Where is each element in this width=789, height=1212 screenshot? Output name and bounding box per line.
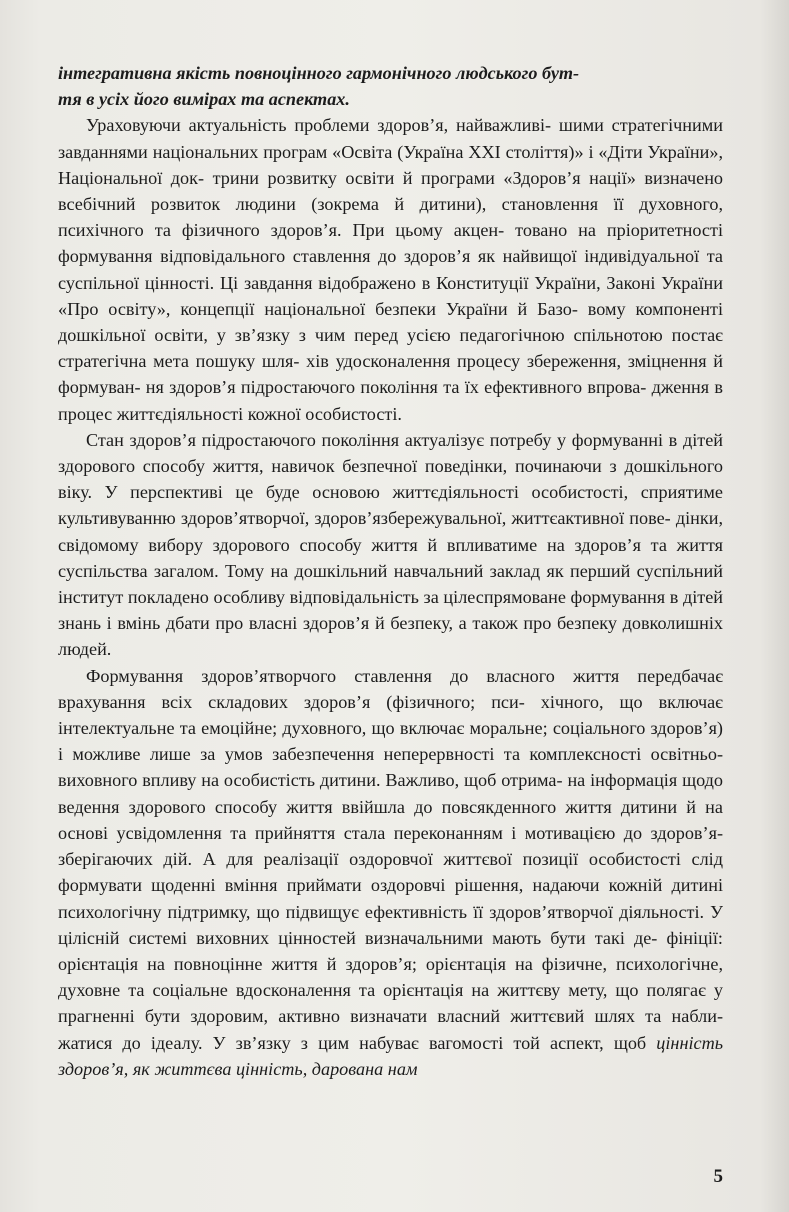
text-line: Ураховуючи актуальність проблеми здоров’я, найважливі- [86, 115, 552, 136]
text-line: хів удосконалення процесу збереження, зміцнення й формуван- [58, 351, 724, 398]
text-line: дження в процес життєдіяльності кожної особистості. [58, 377, 723, 424]
text-line: щоб [613, 1032, 657, 1053]
text-line: особистості слід формувати щоденні вміння приймати оздоровчі [58, 849, 723, 896]
text-line: жатися до ідеалу. У зв’язку з цим набуває вагомості той аспект, [58, 1032, 604, 1053]
text-line: системі виховних цінностей визначальними мають бути такі де- [128, 927, 658, 948]
text-line: зберігаючих дій. А для реалізації оздоровчої життєвої позиції [58, 849, 579, 870]
paragraph-1 [58, 60, 723, 112]
text-line: прийняття стала переконанням і мотивацією до здоров’я- [254, 822, 723, 843]
text-line: на здоров’я та життя суспільства загалом. Тому на дошкільний [58, 534, 723, 581]
text-line: виховного впливу на особистість дитини. Важливо, щоб отрима- [58, 770, 563, 791]
text-line: здоров’ятворчої, здоров’язбережувальної, життєактивної пове- [180, 508, 671, 529]
text-line: духовного, психічного та фізичного здоров’я. При цьому акцен- [58, 194, 723, 241]
text-line: основою життєдіяльності особистості, сприятиме культивуванню [58, 482, 723, 529]
italic-phrase: цінність здоров’я, як життєва цінність, дарована нам [58, 1032, 724, 1079]
text-line: умов забезпечення неперервності та комплексності освітньо- [224, 744, 724, 765]
text-line: «Про освіту», концепції національної безпеки України й Базо- [58, 298, 578, 319]
text-line: хічного, що включає інтелектуальне та емоційне; духовного, що [58, 691, 723, 739]
text-line: підвищує ефективність її здоров’ятворчої діяльності. У цілісній [58, 901, 723, 948]
body-text [58, 60, 723, 1082]
text-line: Стан здоров’я підростаючого покоління актуалізує потребу у [86, 429, 567, 450]
text-line: тя в усіх його вимірах та аспектах. [58, 89, 350, 110]
text-line: (Україна XXI століття)» і «Діти України», Національної док- [58, 141, 723, 188]
text-line: до здоров’я як найвищої індивідуальної та суспільної цінності. [58, 246, 723, 293]
text-line: особливу відповідальність за цілеспрямоване формування в дітей [213, 587, 724, 608]
text-line: формуванні в дітей здорового способу життя, навичок безпечної [58, 429, 724, 477]
text-line: передбачає врахування всіх складових здоров’я (фізичного; пси- [58, 665, 723, 712]
text-line: знань і вмінь дбати про власні здоров’я й безпеку, а також про [58, 613, 552, 634]
text-line: інтегративна якість повноцінного гармонічного людського бут- [58, 63, 580, 83]
text-line: ня здоров’я підростаючого покоління та їх ефективного впрова- [145, 377, 647, 398]
text-line: навчальний заклад як перший суспільний інститут покладено [58, 560, 723, 608]
text-line: здоровим, активно визначати власний життєвий шлях та набли- [190, 1006, 723, 1027]
paragraph-3 [58, 427, 723, 663]
text-line: шими стратегічними завданнями національних програм «Освіта [58, 115, 724, 162]
paragraph-4 [58, 663, 723, 1082]
text-line: всебічний розвиток людини (зокрема й дитини), становлення її [58, 194, 624, 215]
text-line: до повсякденного життя дитини й на основі усвідомлення та [58, 796, 723, 843]
paragraph-2 [58, 112, 723, 426]
text-line: вому компоненті дошкільної освіти, у зв’язку з чим перед усією [58, 298, 724, 346]
text-line: педагогічною спільнотою постає стратегічна мета пошуку шля- [58, 325, 723, 372]
page-number: 5 [713, 1166, 723, 1187]
text-line: трини розвитку освіти й програми «Здоров’я нації» визначено [212, 167, 724, 188]
text-line: поведінки, починаючи з дошкільного віку. У перспективі це буде [58, 456, 724, 503]
text-line: Ці завдання відображено в Конституції України, Законі України [220, 272, 723, 293]
text-line: дінки, свідомому вибору здорового способу життя й впливатиме [58, 508, 723, 555]
text-line: на інформація щодо ведення здорового способу життя ввійшла [58, 770, 724, 817]
text-line: товано на пріоритетності формування відповідального ставлення [58, 220, 723, 267]
text-line: на фізичне, психологічне, духовне та соціальне вдосконалення [58, 953, 723, 1001]
text-line: та орієнтація на життєву мету, що полягає у прагненні бути [58, 980, 724, 1027]
text-line: рішення, надаючи кожній дитині психологічну підтримку, що [58, 875, 724, 922]
text-line: безпеку довколишніх людей. [58, 613, 723, 660]
text-line: включає моральне; соціального здоров’я) і можливе лише за [58, 718, 723, 765]
text-line: Формування здоров’ятворчого ставлення до власного життя [86, 665, 620, 686]
text-line: фініції: орієнтація на повноцінне життя й здоров’я; орієнтація [58, 927, 723, 974]
